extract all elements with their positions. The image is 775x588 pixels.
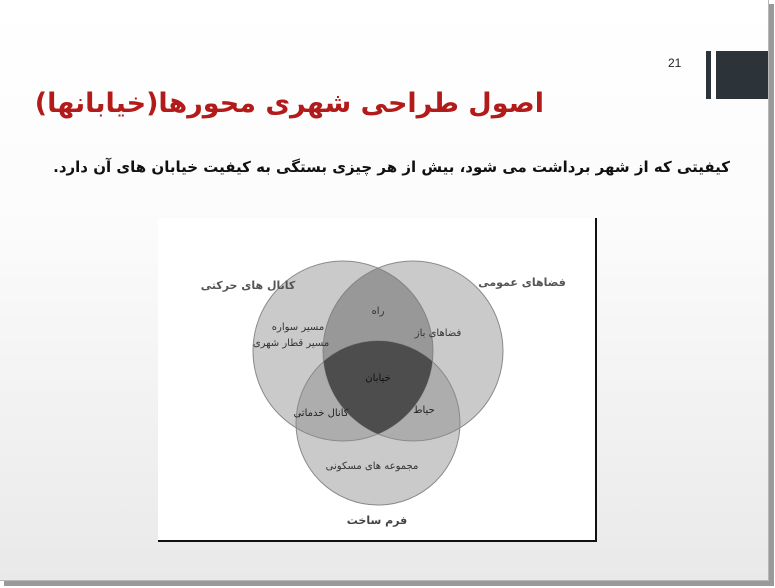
venn-diagram-frame	[158, 218, 597, 542]
public-only-label: فضاهای باز	[414, 328, 462, 339]
slide-subtitle: کیفیتی که از شهر برداشت می شود، بیش از هر چیزی بستگی به کیفیت خیابان های آن دارد.	[53, 158, 730, 176]
movement-channels-label: کانال های حرکتی	[200, 279, 296, 292]
slide-shadow-bottom	[4, 581, 774, 586]
header-accent-bar-thin	[706, 51, 711, 99]
page-number: 21	[668, 56, 682, 70]
movement-only-label-1: مسیر سواره	[271, 322, 325, 333]
center-label: خیابان	[365, 373, 391, 384]
built-form-label: فرم ساخت	[346, 514, 408, 527]
public-form-label: حیاط	[413, 405, 435, 416]
movement-only-label-2: مسیر قطار شهری	[252, 338, 330, 349]
header-accent-bar-thick	[716, 51, 768, 99]
slide-title: اصول طراحی شهری محورها(خیابانها)	[34, 88, 544, 119]
public-spaces-label: فضاهای عمومی	[478, 276, 566, 289]
slide-shadow-right	[769, 4, 774, 584]
movement-public-label: راه	[371, 306, 385, 317]
movement-form-label: کانال خدماتی	[293, 408, 349, 419]
form-only-label: مجموعه های مسکونی	[325, 461, 419, 472]
venn-diagram	[158, 218, 595, 540]
